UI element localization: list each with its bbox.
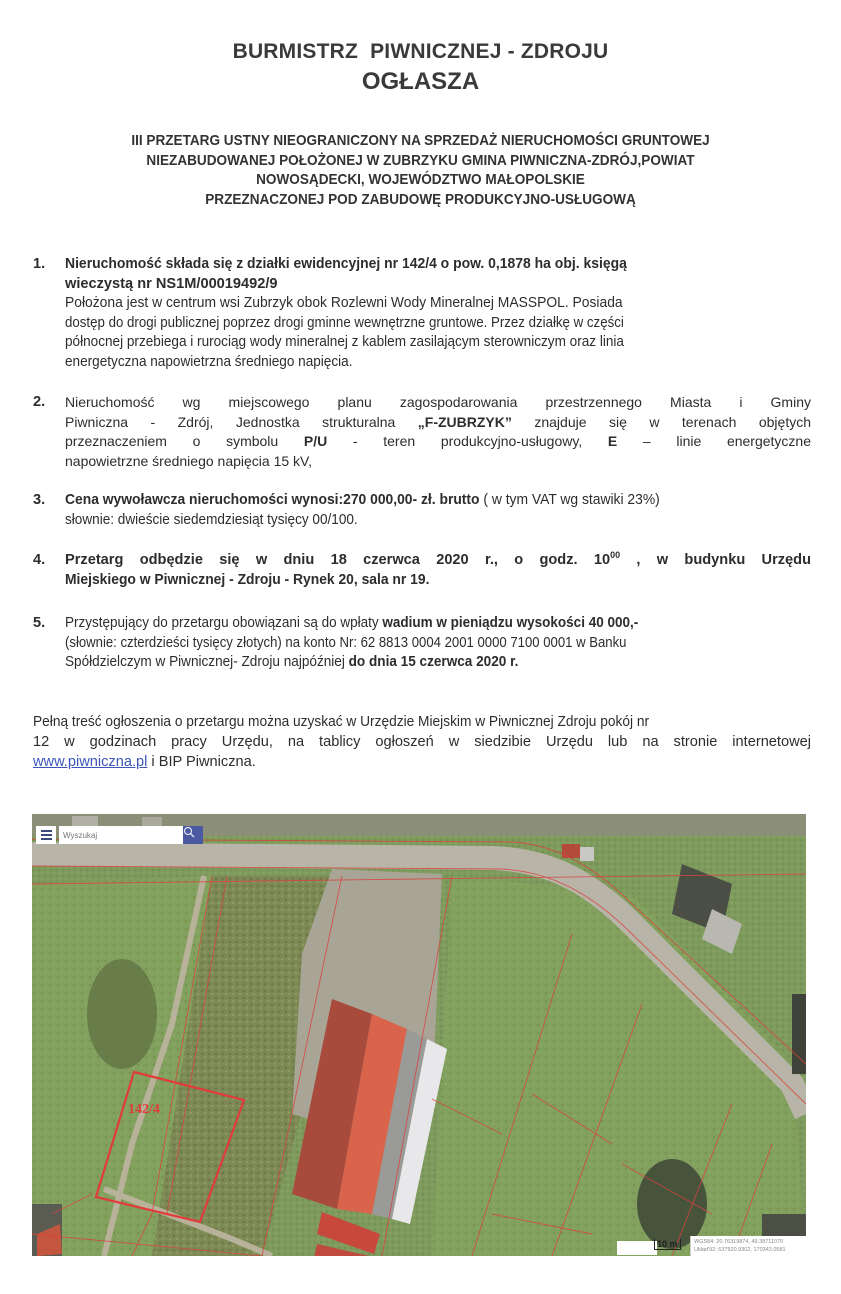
text-span: Piwniczna - Zdrój, Jednostka strukturalna [65, 413, 418, 430]
scale-bar-background [617, 1241, 657, 1255]
subtitle-line: III PRZETARG USTNY NIEOGRANICZONY NA SPRZEDAŻ NIERUCHOMOŚCI GRUNTOWEJ [131, 133, 710, 149]
website-link[interactable]: www.piwniczna.pl [33, 754, 148, 770]
item-1-text-line: dostęp do drogi publicznej poprzez drogi gminne wewnętrzne gruntowe. Przez działkę w części [65, 314, 624, 331]
item-2-line: Nieruchomość wg miejscowego planu zagospodarowania przestrzennego Miasta i Gminy [65, 394, 811, 410]
text-span: – linie energetyczne [617, 433, 812, 449]
item-5-line [65, 614, 755, 634]
footer-line: Pełną treść ogłoszenia o przetargu można uzyskać w Urzędzie Miejskim w Piwnicznej Zdroju pokój nr [33, 714, 650, 730]
deposit-amount: wadium w pieniądzu wysokości 40 000,- [382, 615, 639, 631]
item-number: 1. [33, 256, 46, 272]
footer-note [33, 712, 811, 772]
text-span: Spółdzielczym w Piwnicznej- Zdroju najpóźniej [65, 654, 349, 670]
list-item-5 [33, 614, 811, 673]
hamburger-icon-bar [41, 834, 52, 836]
subtitle-line: NOWOSĄDECKI, WOJEWÓDZTWO MAŁOPOLSKIE [256, 172, 585, 188]
zoning-symbol: P/U [303, 433, 328, 449]
text-span: i BIP Piwniczna. [147, 754, 256, 770]
item-5-line [65, 653, 759, 673]
map-search-input[interactable] [59, 826, 183, 844]
item-number: 4. [33, 552, 46, 568]
item-3-line [65, 491, 774, 511]
map-search-button[interactable] [183, 826, 203, 844]
parcel-map[interactable] [32, 814, 806, 1256]
coords-uklad92: Układ'92: 637920.9302, 170343.0581 [694, 1247, 786, 1253]
time-minutes: 00 [610, 550, 621, 561]
zoning-unit: „F-ZUBRZYK” [417, 413, 512, 430]
text-span: - teren produkcyjno-usługowy, [327, 433, 608, 449]
hamburger-icon-bar [41, 838, 52, 840]
parcel-number-label: 142/4 [128, 1102, 160, 1117]
coordinate-readout [690, 1236, 806, 1256]
item-1-text-line: energetyczna napowietrzna średniego napięcia. [65, 353, 353, 370]
subtitle-line: NIEZABUDOWANEJ POŁOŻONEJ W ZUBRZYKU GMINA PIWNICZNA-ZDRÓJ,POWIAT [146, 152, 695, 169]
scale-bar: 10 m [654, 1239, 681, 1250]
subtitle-line: PRZEZNACZONEJ POD ZABUDOWĘ PRODUKCYJNO-USŁUGOWĄ [205, 191, 636, 208]
item-1-bold-line: Nieruchomość składa się z działki ewidencyjnej nr 142/4 o pow. 0,1878 ha obj. księgą [65, 256, 627, 272]
authority-heading: BURMISTRZ PIWNICZNEJ - ZDROJU [232, 40, 609, 63]
text-span: Przystępujący do przetargu obowiązani są do wpłaty [65, 615, 383, 631]
text-span: , w budynku Urzędu [620, 552, 811, 568]
item-number: 3. [33, 492, 46, 508]
item-2-line: napowietrzne średniego napięcia 15 kV, [65, 452, 312, 469]
item-3-line: słownie: dwieście siedemdziesiąt tysięcy 00/100. [65, 511, 358, 528]
hamburger-icon [41, 830, 52, 832]
tender-subtitle [67, 132, 775, 210]
announces-heading: OGŁASZA [361, 68, 480, 95]
aerial-map-image [32, 814, 806, 1256]
deposit-deadline: do dnia 15 czerwca 2020 r. [348, 654, 519, 670]
item-5-line: (słownie: czterdzieści tysięcy złotych) na konto Nr: 62 8813 0004 2001 0000 7100 0001 w Banku [65, 634, 627, 651]
map-menu-button[interactable] [36, 826, 56, 844]
auction-date: Przetarg odbędzie się w dniu 18 czerwca 2020 r., o godz. 10 [65, 552, 611, 568]
list-item-3 [33, 491, 811, 530]
text-span: przeznaczeniem o symbolu [65, 433, 304, 449]
starting-price: Cena wywoławcza nieruchomości wynosi:270 000,00- zł. brutto [65, 492, 480, 508]
list-item-1 [33, 255, 811, 372]
item-2-line [65, 432, 811, 452]
list-item-4 [33, 551, 811, 590]
item-2-line [65, 413, 811, 433]
item-1-text-line: północnej przebiega i rurociąg wody mineralnej z kablem zasilającym sterowniczym oraz linia [65, 334, 624, 350]
item-4-line: Miejskiego w Piwnicznej - Zdroju - Rynek 20, sala nr 19. [65, 571, 430, 588]
item-number: 2. [33, 394, 46, 410]
list-item-2 [33, 393, 811, 471]
footer-line [33, 752, 811, 772]
footer-line: 12 w godzinach pracy Urzędu, na tablicy ogłoszeń w siedzibie Urzędu lub na stronie internetowej [33, 734, 811, 750]
zoning-symbol: E [607, 433, 618, 449]
item-4-line [65, 551, 811, 571]
text-span: znajduje się w terenach objętych [511, 413, 812, 430]
item-number: 5. [33, 615, 46, 631]
text-span: ( w tym VAT wg stawiki 23%) [479, 492, 660, 508]
item-1-bold-line: wieczystą nr NS1M/00019492/9 [65, 275, 278, 292]
magnifier-icon [183, 826, 195, 838]
coords-wgs84: WGS84: 20.76319874, 49.38711070 [694, 1239, 784, 1245]
item-1-text-line: Położona jest w centrum wsi Zubrzyk obok Rozlewni Wody Mineralnej MASSPOL. Posiada [65, 295, 623, 311]
